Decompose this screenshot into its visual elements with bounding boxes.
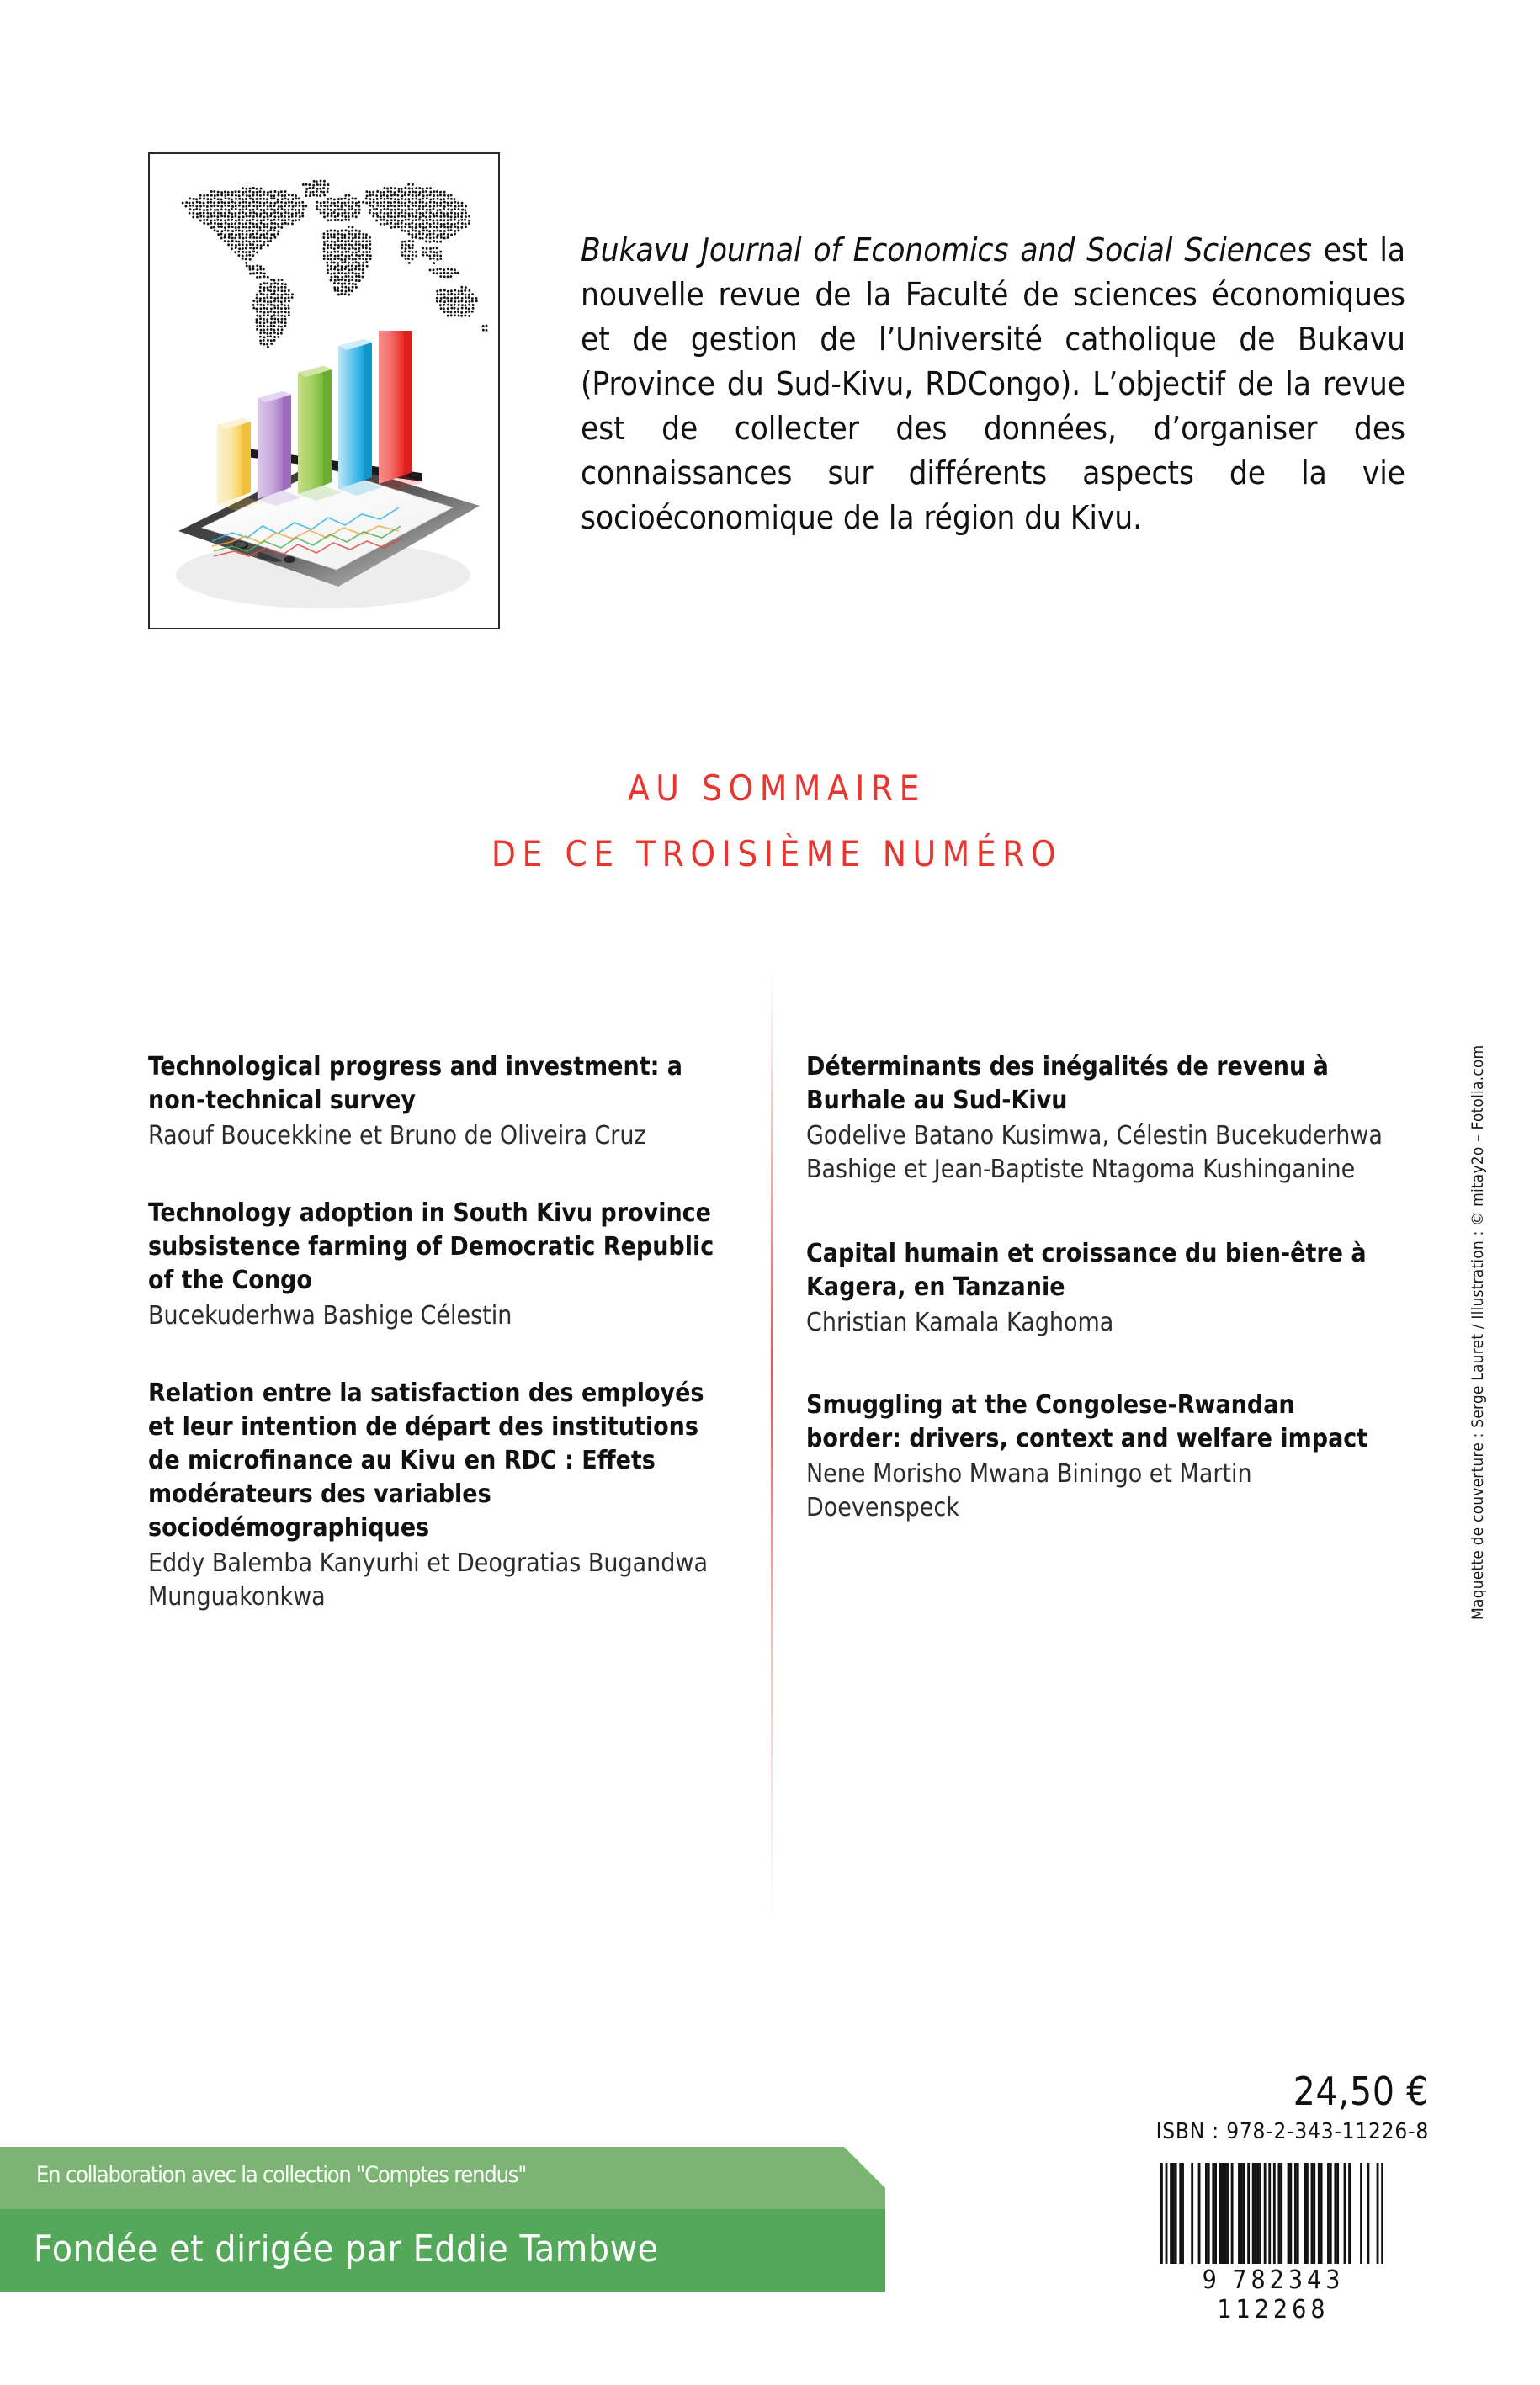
toc-left-column (148, 1050, 729, 1658)
banner-collaboration-text: En collaboration avec la collection "Comptes rendus" (36, 2162, 527, 2188)
journal-title-italic: Bukavu Journal of Economics and Social Sciences (581, 231, 1312, 269)
article-authors: Godelive Batano Kusimwa, Célestin Bucekuderhwa Bashige et Jean-Baptiste Ntagoma Kushinganine (806, 1121, 1383, 1184)
list-item (806, 1389, 1395, 1525)
cover-illustration-frame (148, 152, 500, 629)
barcode-digits: 9 782343 112268 (1151, 2264, 1395, 2324)
toc-right-column (806, 1050, 1395, 1569)
journal-description (581, 228, 1405, 540)
article-title: Technological progress and investment: a non-technical survey (148, 1052, 682, 1115)
article-authors: Nene Morisho Mwana Biningo et Martin Doevenspeck (806, 1459, 1252, 1522)
journal-description-body: est la nouvelle revue de la Faculté de sciences économiques et de gestion de l’Université catholique de Bukavu (Province du Sud-Kivu, RDCongo). L’objectif de la revue est de collecter des données, d’organiser des connaissances sur différents aspects de la vie socioéconomique de la région du Kivu. (581, 231, 1405, 537)
cover-credits-text: Maquette de couverture : Serge Lauret / Illustration : © mitay2o – Fotolia.com (1468, 1044, 1487, 1620)
list-item (148, 1377, 729, 1614)
article-title: Déterminants des inégalités de revenu à Burhale au Sud-Kivu (806, 1052, 1329, 1115)
list-item (148, 1050, 729, 1153)
article-authors: Eddy Balemba Kanyurhi et Deogratias Bugandwa Munguakonkwa (148, 1548, 709, 1612)
collection-banner (0, 2147, 885, 2292)
article-authors: Bucekuderhwa Bashige Célestin (148, 1301, 512, 1331)
article-title: Technology adoption in South Kivu province subsistence farming of Democratic Republic of the Congo (148, 1198, 714, 1295)
article-title: Smuggling at the Congolese-Rwandan border: drivers, context and welfare impact (806, 1390, 1368, 1453)
article-title: Capital humain et croissance du bien-être à Kagera, en Tanzanie (806, 1239, 1367, 1302)
article-authors: Christian Kamala Kaghoma (806, 1308, 1114, 1337)
banner-founder-text: Fondée et dirigée par Eddie Tambwe (34, 2228, 659, 2271)
sommaire-heading-line-1: AU SOMMAIRE (627, 768, 927, 809)
list-item (806, 1237, 1395, 1340)
list-item (148, 1197, 729, 1333)
isbn-label: ISBN : 978-2-343-11226-8 (1155, 2119, 1429, 2144)
article-title: Relation entre la satisfaction des employés et leur intention de départ des institutions de microfinance au Kivu en RDC : Effets modérateurs des variables sociodémographiques (148, 1378, 704, 1543)
toc-column-divider (771, 968, 773, 1927)
tablet-bar-chart-icon (163, 331, 491, 621)
sommaire-heading-line-2: DE CE TROISIÈME NUMÉRO (491, 833, 1063, 874)
list-item (806, 1050, 1395, 1187)
article-authors: Raouf Boucekkine et Bruno de Oliveira Cruz (148, 1121, 646, 1150)
price-label: 24,50 € (1293, 2069, 1429, 2114)
